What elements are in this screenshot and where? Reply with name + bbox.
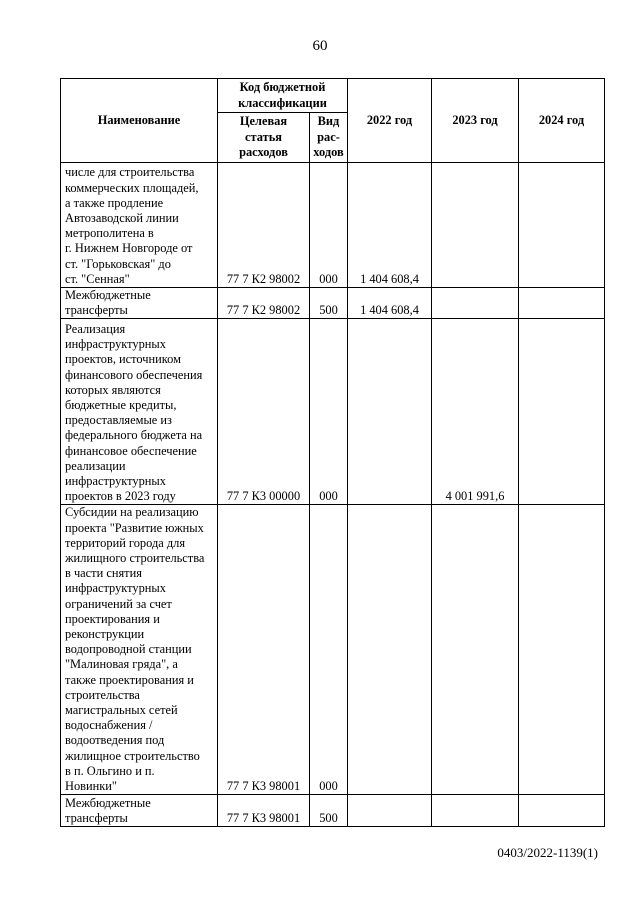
row-2022-cell: 1 404 608,4: [348, 288, 432, 319]
header-2024: 2024 год: [519, 79, 605, 163]
row-name-cell: числе для строительства коммерческих площадей, а также продление Автозаводской линии метрополитена в г. Нижнем Новгороде от ст. "Горьковская" до ст. "Сенная": [61, 163, 218, 288]
table-row: [61, 288, 605, 319]
header-name: Наименование: [61, 79, 218, 163]
table-header: [61, 79, 605, 163]
row-expense-type-cell: 500: [310, 288, 348, 319]
row-target-article-cell: 77 7 К3 98001: [218, 795, 310, 827]
row-2023-cell: [432, 795, 519, 827]
row-name-cell: Межбюджетные трансферты: [61, 288, 218, 319]
row-2024-cell: [519, 288, 605, 319]
row-2023-cell: 4 001 991,6: [432, 319, 519, 505]
row-2022-cell: 1 404 608,4: [348, 163, 432, 288]
row-2024-cell: [519, 795, 605, 827]
row-expense-type-cell: 000: [310, 163, 348, 288]
row-2024-cell: [519, 505, 605, 795]
table-body: [61, 163, 605, 827]
table-row: [61, 505, 605, 795]
row-expense-type-cell: 000: [310, 505, 348, 795]
header-expense-type: Вид рас-ходов: [310, 113, 348, 163]
table-row: [61, 795, 605, 827]
header-2022: 2022 год: [348, 79, 432, 163]
row-name-cell: Межбюджетные трансферты: [61, 795, 218, 827]
row-name-cell: Субсидии на реализацию проекта "Развитие южных территорий города для жилищного строительства в части снятия инфраструктурных ограничений за счет проектирования и реконструкции водопроводной станции "Малиновая гряда", а также проектирования и строительства магистральных сетей водоснабжения / водоотведения под жилищное строительство в п. Ольгино и п. Новинки": [61, 505, 218, 795]
header-target-article: Целевая статья расходов: [218, 113, 310, 163]
table-row: [61, 163, 605, 288]
row-target-article-cell: 77 7 К3 98001: [218, 505, 310, 795]
row-2024-cell: [519, 319, 605, 505]
row-expense-type-cell: 500: [310, 795, 348, 827]
header-code-group: Код бюджетной классификации: [218, 79, 348, 113]
row-2023-cell: [432, 163, 519, 288]
row-2024-cell: [519, 163, 605, 288]
row-2023-cell: [432, 505, 519, 795]
row-2023-cell: [432, 288, 519, 319]
row-name-cell: Реализация инфраструктурных проектов, источником финансового обеспечения которых являются бюджетные кредиты, предоставляемые из федерального бюджета на финансовое обеспечение реализации инфраструктурных проектов в 2023 году: [61, 319, 218, 505]
page-number: 60: [312, 38, 328, 54]
row-2022-cell: [348, 319, 432, 505]
header-2023: 2023 год: [432, 79, 519, 163]
row-2022-cell: [348, 795, 432, 827]
row-target-article-cell: 77 7 К2 98002: [218, 163, 310, 288]
row-expense-type-cell: 000: [310, 319, 348, 505]
row-target-article-cell: 77 7 К2 98002: [218, 288, 310, 319]
table-row: [61, 319, 605, 505]
row-target-article-cell: 77 7 К3 00000: [218, 319, 310, 505]
document-code: 0403/2022-1139(1): [497, 845, 598, 860]
row-2022-cell: [348, 505, 432, 795]
budget-table: [60, 78, 605, 827]
